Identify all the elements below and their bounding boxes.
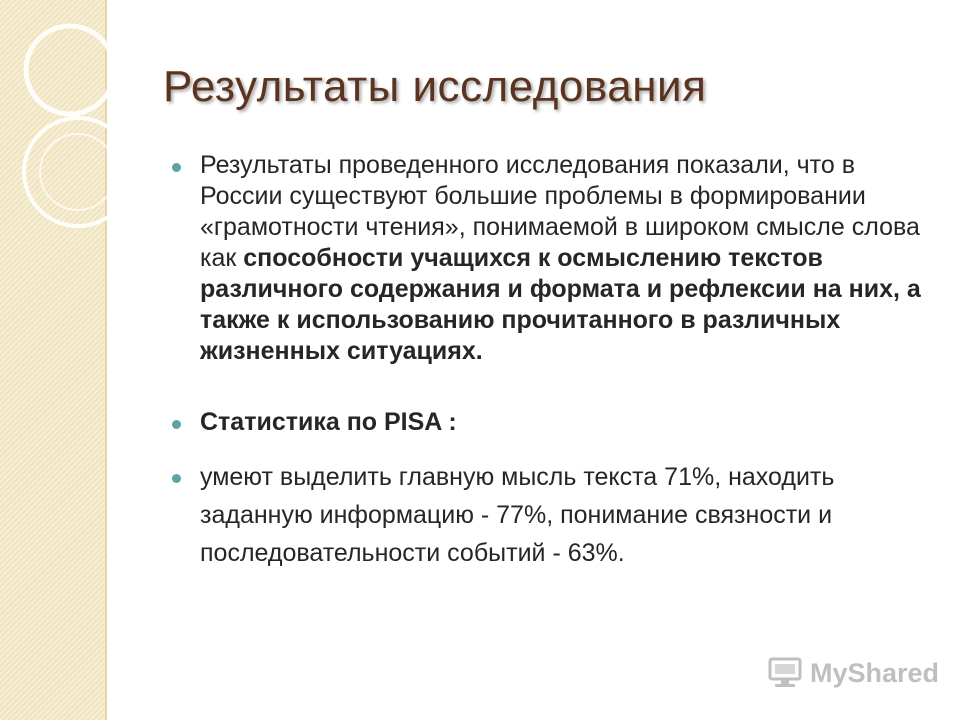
slide-content — [172, 150, 932, 572]
watermark — [766, 656, 939, 690]
bullet-text: умеют выделить главную мысль текста 71%, находить заданную информацию - 77%, понимание связности и последовательности событий - 63%. — [200, 463, 835, 567]
bullet-pisa-values — [172, 458, 932, 572]
bullet-text: Статистика по PISA : — [200, 408, 457, 436]
slide-title: Результаты исследования — [163, 62, 707, 111]
monitor-icon — [766, 656, 804, 690]
watermark-text: MyShared — [810, 657, 940, 688]
bullet-research-results — [172, 150, 932, 367]
bullet-text-bold: способности учащихся к осмыслению текстов различного содержания и формата и рефлексии на них, а также к использованию прочитанного в различных жизненных ситуациях. — [200, 244, 921, 365]
bullet-pisa-statistics — [172, 407, 932, 438]
bullet-dot — [172, 163, 181, 172]
bullet-text — [200, 150, 932, 367]
bullet-text-plain: Результаты проведенного исследования показали, что в России существуют большие проблемы в формировании «грамотности чтения», понимаемой в широком смысле слова как — [200, 151, 920, 272]
bullet-dot — [172, 474, 181, 483]
decorative-circles — [0, 0, 140, 260]
bullet-dot — [172, 420, 181, 429]
